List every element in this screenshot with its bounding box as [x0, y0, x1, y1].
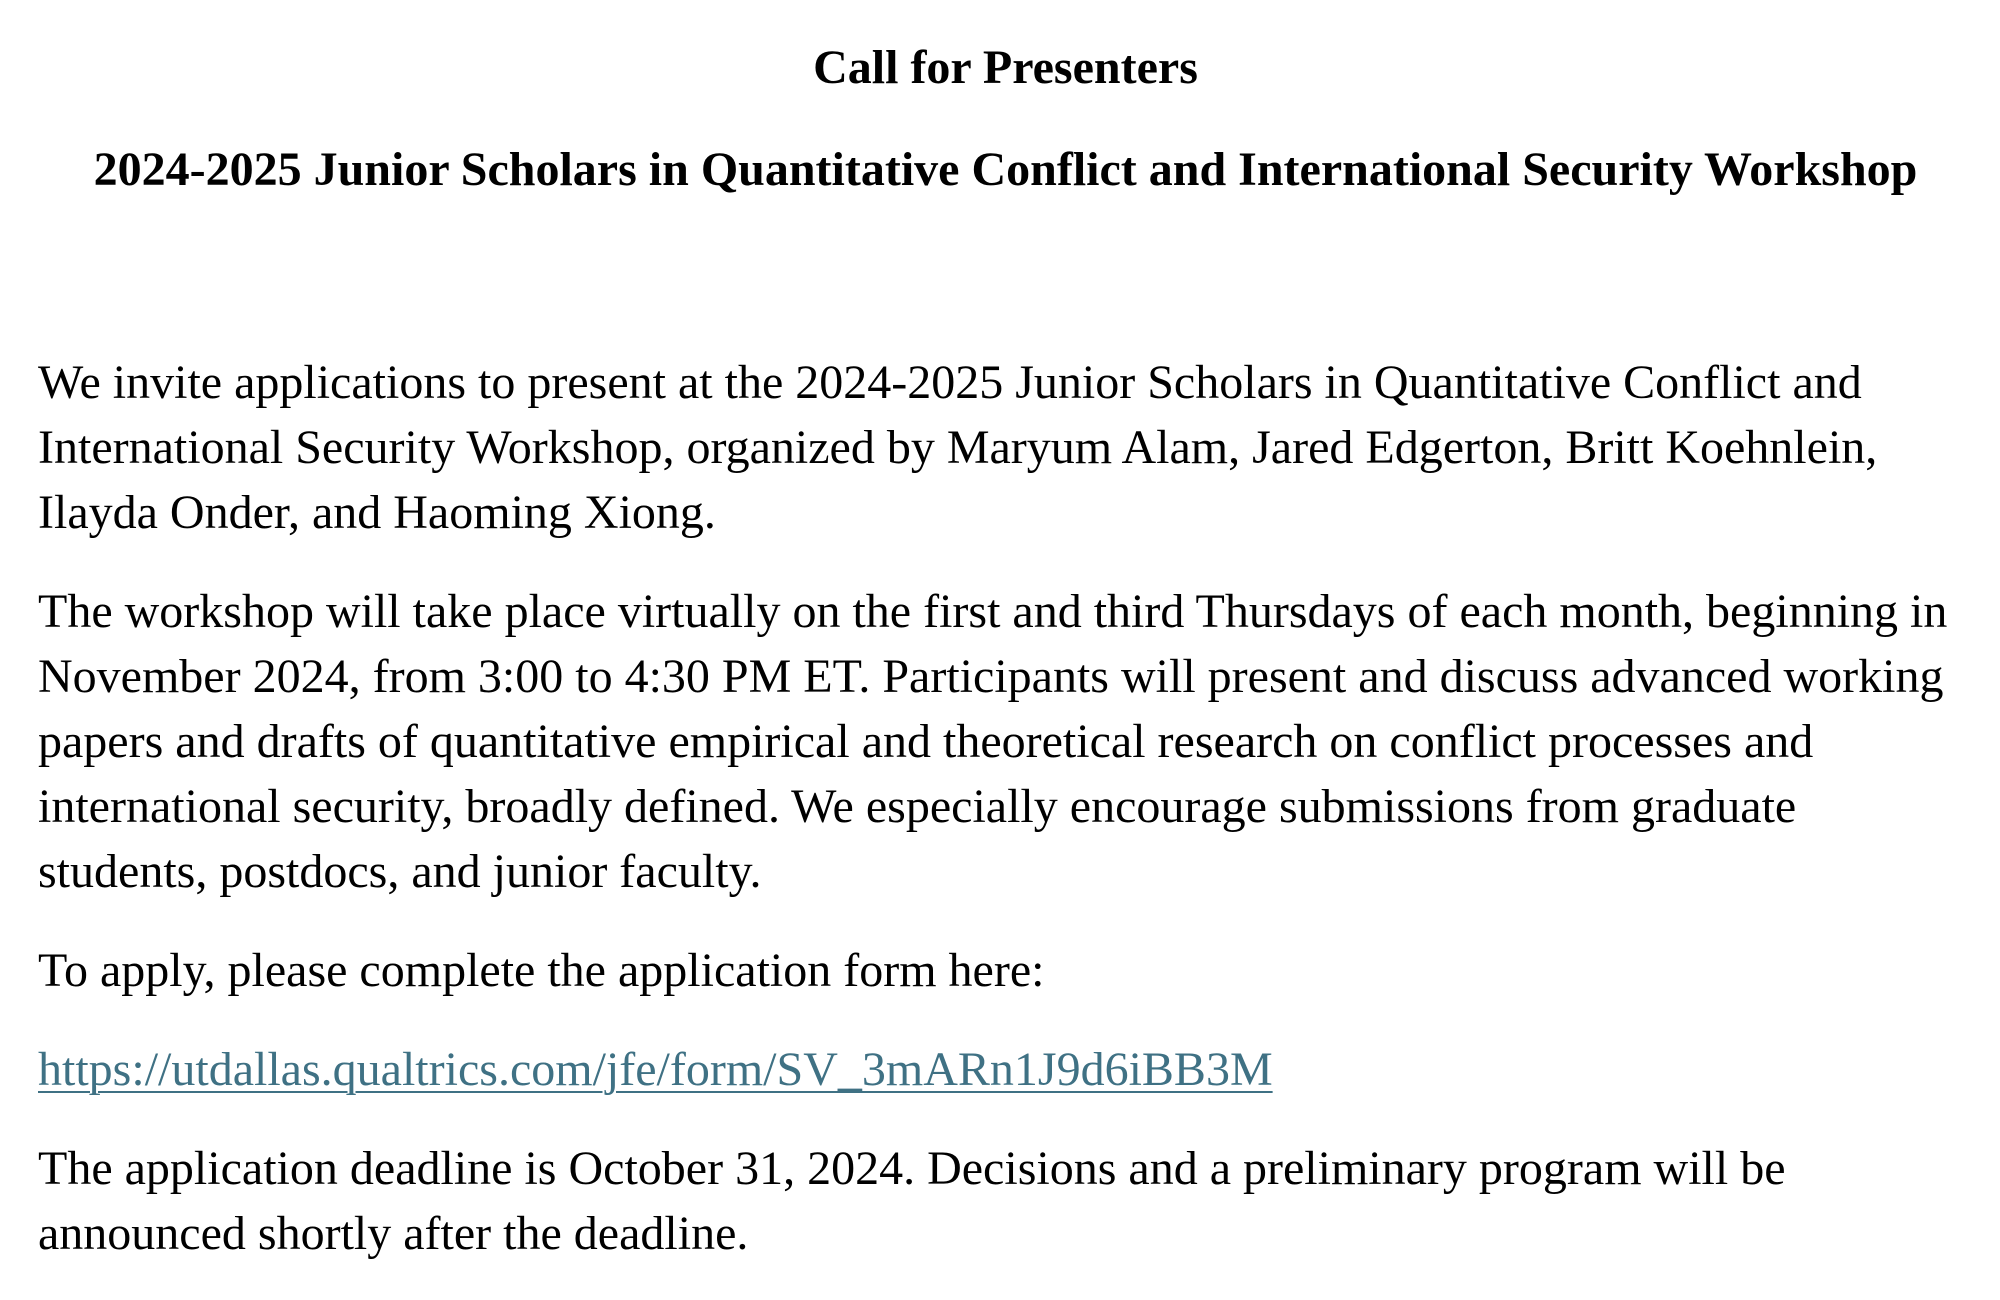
page-subtitle: 2024-2025 Junior Scholars in Quantitative Conflict and International Security Workshop: [93, 143, 1918, 196]
page-title: Call for Presenters: [813, 41, 1198, 94]
apply-instructions-paragraph: To apply, please complete the application form here:: [38, 944, 1045, 997]
application-link-paragraph: [38, 1037, 1973, 1102]
application-form-link[interactable]: https://utdallas.qualtrics.com/jfe/form/SV_3mARn1J9d6iBB3M: [38, 1043, 1273, 1096]
workshop-details-paragraph: The workshop will take place virtually on the first and third Thursdays of each month, beginning in November 2024, from 3:00 to 4:30 PM ET. Participants will present and discuss advanced working papers and drafts of quantitative empirical and theoretical research on conflict processes and international security, broadly defined. We especially encourage submissions from graduate students, postdocs, and junior faculty.: [38, 585, 1948, 898]
document: [38, 0, 1973, 1300]
deadline-paragraph: The application deadline is October 31, 2024. Decisions and a preliminary program will be announced shortly after the deadline.: [38, 1142, 1786, 1260]
document-body: [38, 350, 1973, 1266]
invitation-paragraph: We invite applications to present at the 2024-2025 Junior Scholars in Quantitative Conflict and International Security Workshop, organized by Maryum Alam, Jared Edgerton, Britt Koehnlein, Ilayda Onder, and Haoming Xiong.: [38, 356, 1878, 539]
